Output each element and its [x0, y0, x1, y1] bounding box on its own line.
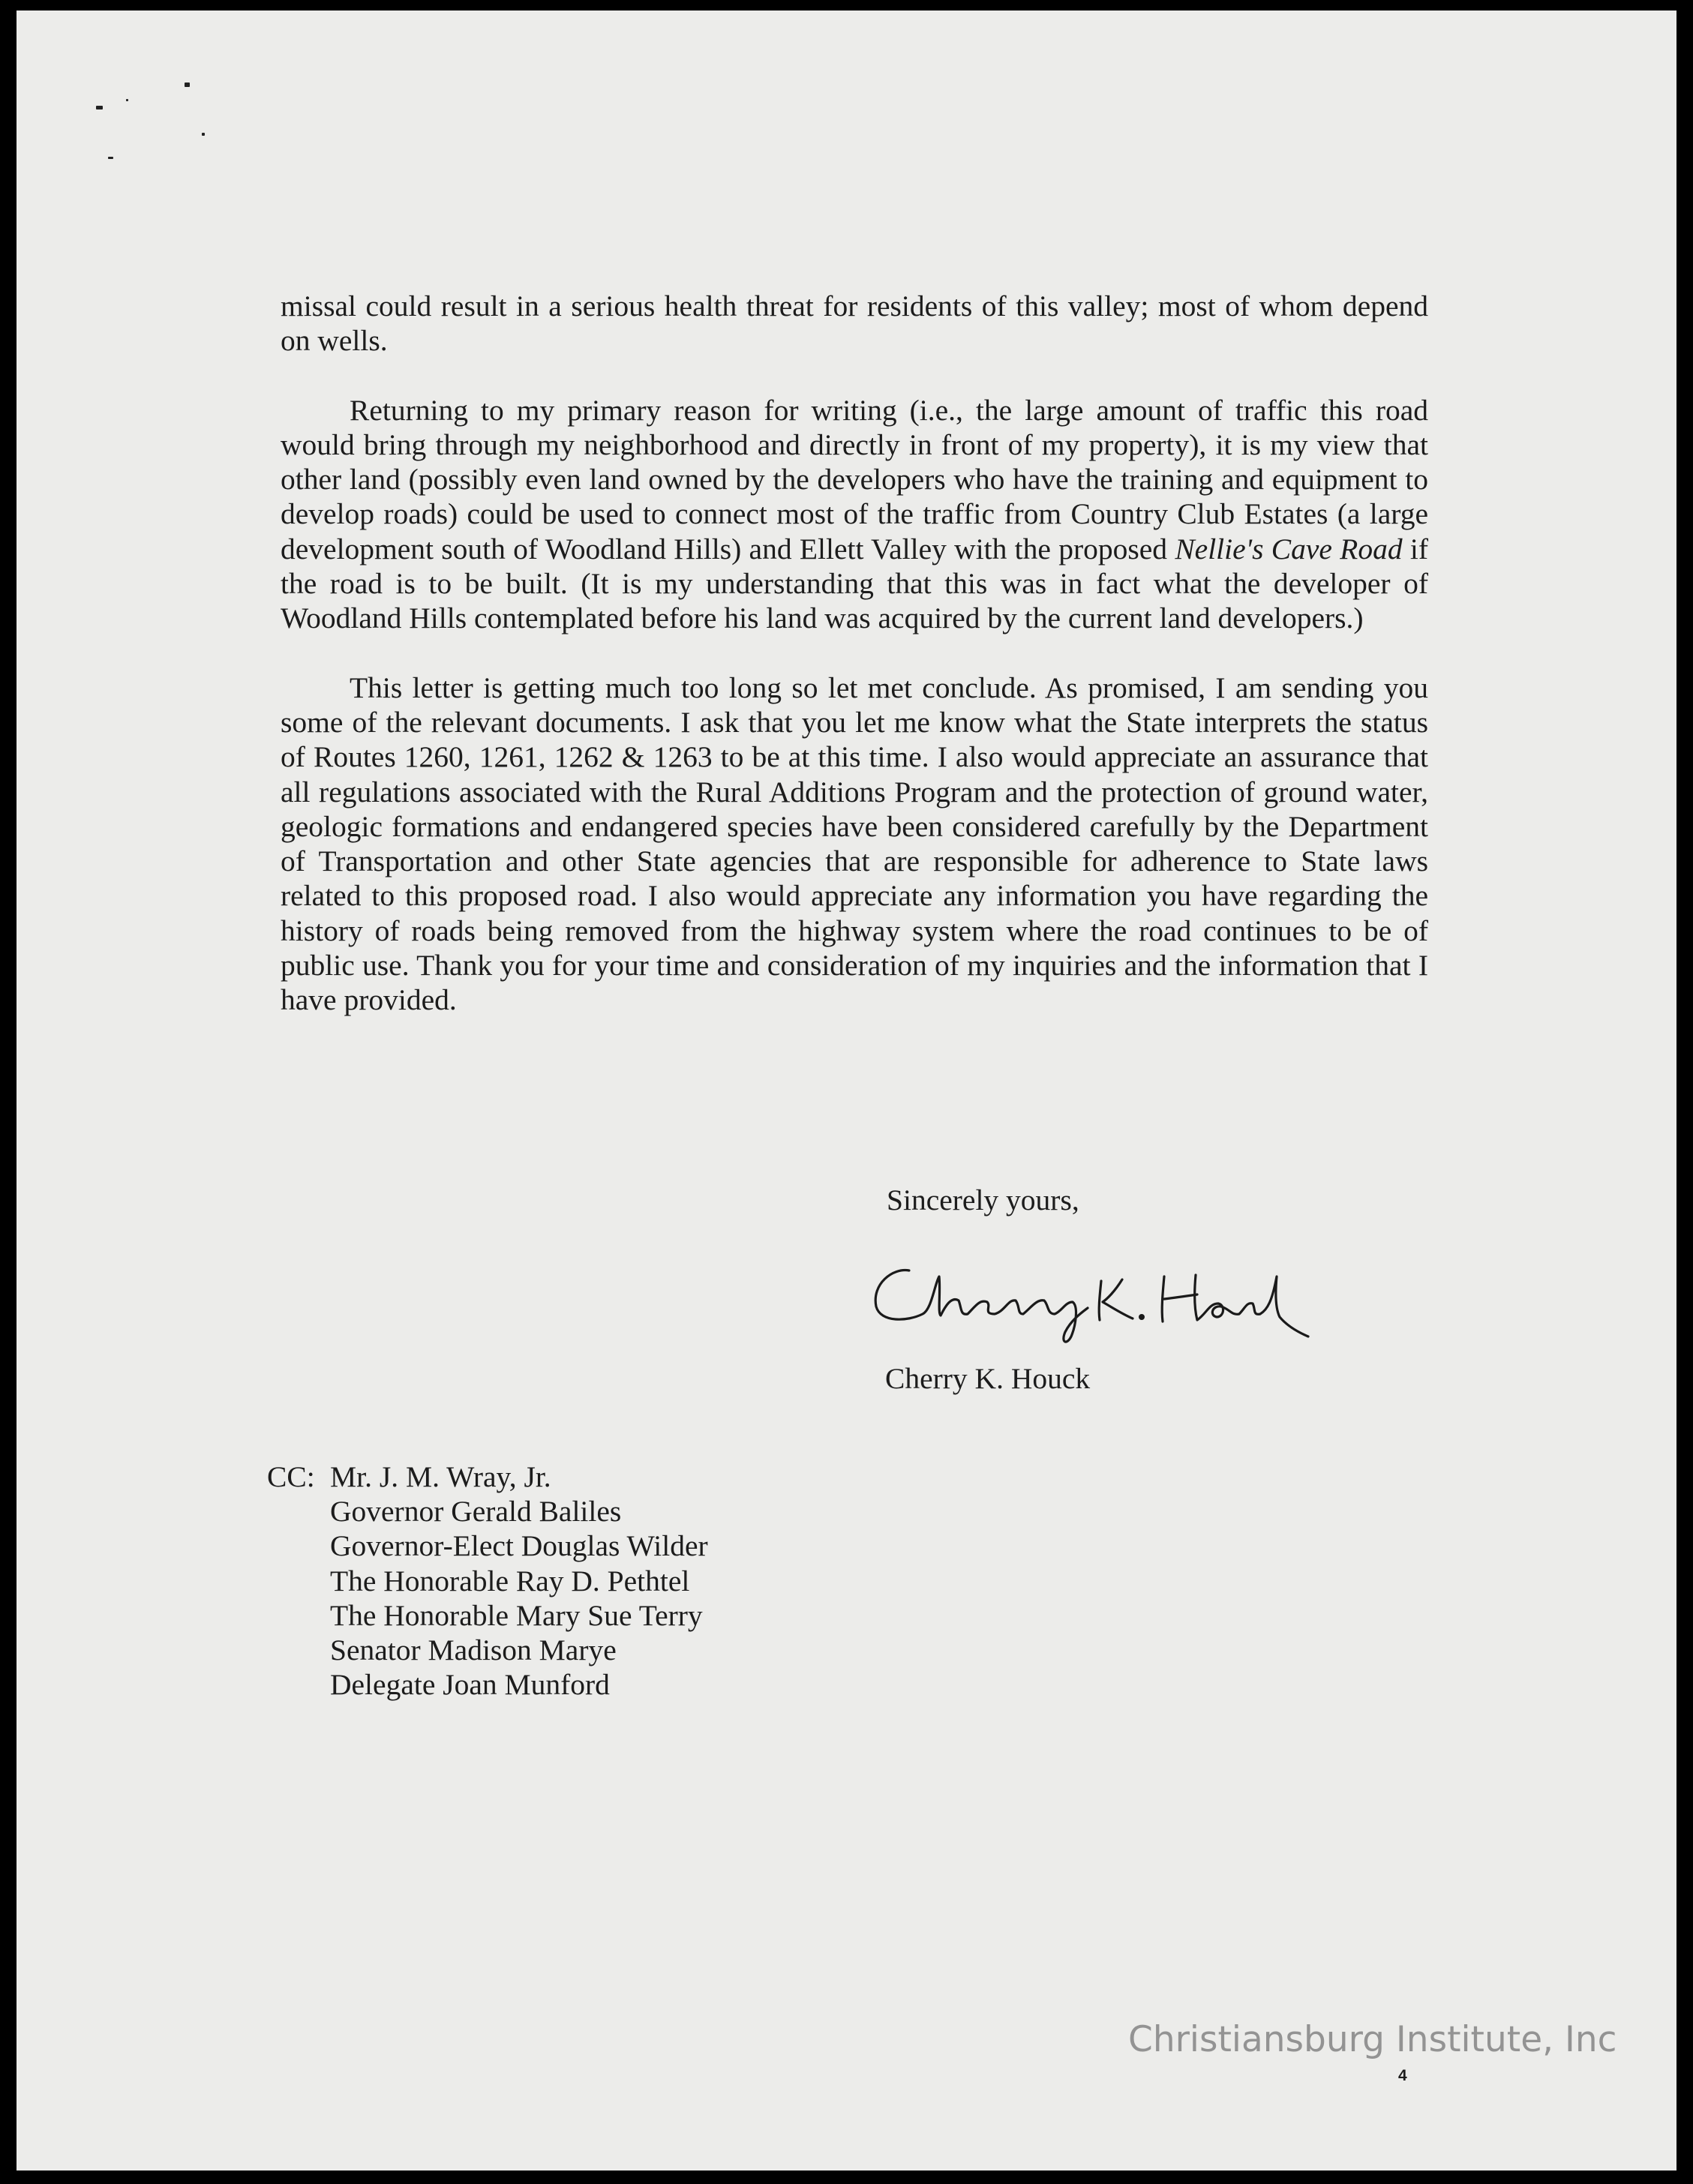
cc-recipient: The Honorable Mary Sue Terry: [330, 1598, 703, 1632]
speck-mark: [126, 99, 128, 101]
cc-recipient: Delegate Joan Munford: [330, 1668, 610, 1702]
paragraph-gap: [281, 636, 1428, 670]
cc-list: [267, 1460, 708, 1702]
speck-mark: [202, 133, 205, 136]
archive-watermark: Christiansburg Institute, Inc: [1128, 2019, 1617, 2060]
letter-body: [281, 289, 1428, 1018]
cc-recipient: Mr. J. M. Wray, Jr.: [330, 1460, 551, 1493]
speck-mark: [185, 82, 190, 87]
page-number: 4: [1398, 2067, 1407, 2084]
cc-recipient: Governor Gerald Baliles: [330, 1495, 622, 1528]
paragraph-gap: [281, 358, 1428, 393]
speck-mark: [108, 157, 113, 159]
cc-first-line: [267, 1460, 708, 1494]
paragraph-traffic-after: if the road is to be built. (It is my understanding that this was in fact what the developer of Woodland Hills contemplated before his land was acquired by the current land developers.): [281, 532, 1428, 635]
paragraph-continuation: missal could result in a serious health threat for residents of this valley; most of whom depend on wells.: [281, 290, 1428, 358]
signer-name: Cherry K. Houck: [885, 1362, 1091, 1395]
paragraph-traffic-before: Returning to my primary reason for writing (i.e., the large amount of traffic this road would bring through my neighborhood and directly in front of my property), it is my view that other land (possibly even land owned by the developers who have the training and equipment to develop roads) could be used to connect most of the traffic from Country Club Estates (a large development south of Woodland Hills) and Ellett Valley with the proposed: [281, 393, 1428, 566]
paragraph-conclusion: This letter is getting much too long so let met conclude. As promised, I am sending you some of the relevant documents. I ask that you let me know what the State interprets the status of Routes 1260, 1261, 1262 & 1263 to be at this time. I also would appreciate an assurance that all regulations associated with the Rural Additions Program and the protection of ground water, geologic formations and endangered species have been considered carefully by the Department of Transportation and other State agencies that are responsible for adherence to State laws related to this proposed road. I also would appreciate any information you have regarding the history of roads being removed from the highway system where the road continues to be of public use. Thank you for your time and consideration of my inquiries and the information that I have provided.: [281, 670, 1428, 1017]
cc-recipient: The Honorable Ray D. Pethtel: [330, 1564, 690, 1598]
cc-recipient: Senator Madison Marye: [330, 1634, 617, 1667]
cc-recipient: Governor-Elect Douglas Wilder: [330, 1529, 708, 1563]
closing-salutation: Sincerely yours,: [887, 1184, 1079, 1216]
cc-label: CC:: [267, 1460, 315, 1493]
paragraph-traffic: [281, 393, 1428, 636]
speck-mark: [96, 106, 103, 110]
handwritten-signature: [863, 1254, 1313, 1352]
road-name-emphasis: Nellie's Cave Road: [1175, 532, 1403, 566]
